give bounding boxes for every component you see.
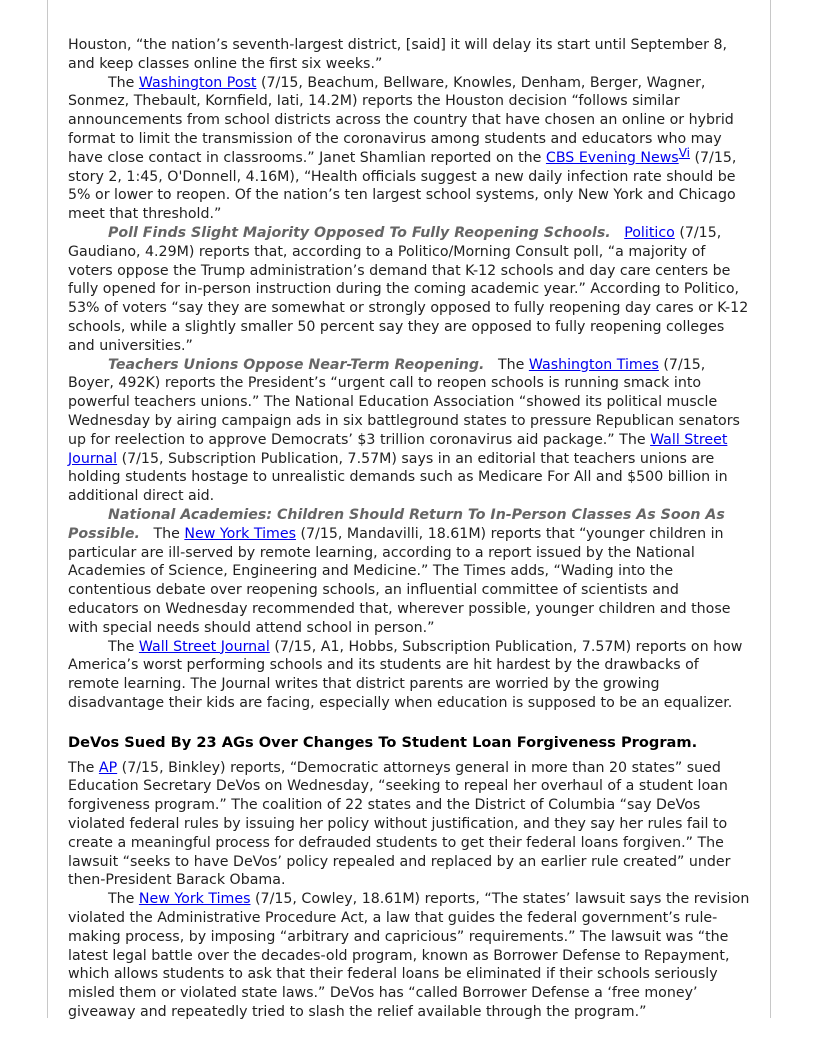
video-link-icon[interactable]: Vi [678, 145, 690, 160]
subheading-national-academies: National Academies: Children Should Return To In-Person Classes As Soon As Possible. [68, 506, 725, 542]
politico-link[interactable]: Politico [624, 224, 675, 241]
cbs-evening-news-link[interactable]: CBS Evening News [545, 149, 679, 166]
document-body [68, 36, 750, 1022]
paragraph-politico-poll: Poll Finds Slight Majority Opposed To Fully Reopening Schools. Politico (7/15, Gaudiano, 4.29M) reports that, according to a Politico/Morning Consult poll, “a majority of voters oppose the Trump administration’s demand that K-12 schools and day care centers be fully opened for in-person instruction during the coming academic year.” According to Politico, 53% of voters “say they are somewhat or strongly opposed to fully reopening day cares or K-12 schools, while a slightly smaller 50 percent say they are opposed to fully reopening colleges and universities.” [68, 224, 749, 354]
ap-link[interactable]: AP [98, 759, 118, 776]
paragraph-national-academies: National Academies: Children Should Return To In-Person Classes As Soon As Possible. The New York Times (7/15, Mandavilli, 18.61M) reports that “younger children in particular are ill-served by remote learning, according to a report issued by the National Academies of Science, Engineering and Medicine.” The Times adds, “Wading into the contentious debate over reopening schools, an influential committee of scientists and educators on Wednesday recommended that, wherever possible, younger children and those with special needs should attend school in person.” [68, 506, 731, 636]
section-heading-devos-sued: DeVos Sued By 23 AGs Over Changes To Student Loan Forgiveness Program. [68, 733, 698, 751]
new-york-times-link[interactable]: New York Times [138, 891, 251, 908]
subheading-teachers-unions: Teachers Unions Oppose Near-Term Reopening. [108, 356, 485, 373]
paragraph-ap-devos: The AP (7/15, Binkley) reports, “Democratic attorneys general in more than 20 states” sued Education Secretary DeVos on Wednesday, “seeking to repeal her overhaul of a student loan forgiveness program.” The coalition of 22 states and the District of Columbia “say DeVos violated federal rules by issuing her policy without justification, and they say her rules fail to create a meaningful process for defrauded students to get their federal loans forgiven.” The lawsuit “seeks to have DeVos’ policy repealed and replaced by an earlier rule created” under then-President Barack Obama. [68, 759, 731, 889]
washington-times-link[interactable]: Washington Times [528, 356, 659, 373]
new-york-times-link[interactable]: New York Times [184, 525, 296, 542]
paragraph-teachers-unions: Teachers Unions Oppose Near-Term Reopening. The Washington Times (7/15, Boyer, 492K) reports the President’s “urgent call to reopen schools is running smack into powerful teachers unions.” The National Education Association “showed its political muscle Wednesday by airing campaign ads in six battleground states to pressure Republican senators up for reelection to approve Democrats’ $3 trillion coronavirus aid package.” The Wall Street Journal (7/15, Subscription Publication, 7.57M) says in an editorial that teachers unions are holding students hostage to unrealistic demands such as Medicare For All and $500 billion in additional direct aid. [68, 356, 740, 505]
paragraph-houston: Houston, “the nation’s seventh-largest district, [said] it will delay its start until September 8, and keep classes online the first six weeks.” [68, 37, 727, 72]
paragraph-nyt-devos: The New York Times (7/15, Cowley, 18.61M) reports, “The states’ lawsuit says the revision violated the Administrative Procedure Act, a law that guides the federal government’s rule-making process, by imposing “arbitrary and capricious” requirements.” The lawsuit was “the latest legal battle over the decades-old program, known as Borrower Defense to Repayment, which allows students to ask that their federal loans be eliminated if their schools seriously misled them or violated state laws.” DeVos has “called Borrower Defense a ‘free money’ giveaway and repeatedly tried to slash the relief available through the program.” [68, 891, 750, 1021]
wall-street-journal-link[interactable]: Wall Street Journal [68, 431, 728, 467]
subheading-poll: Poll Finds Slight Majority Opposed To Fully Reopening Schools. [108, 224, 611, 241]
washington-post-link[interactable]: Washington Post [138, 74, 257, 91]
wall-street-journal-link[interactable]: Wall Street Journal [138, 638, 270, 655]
paragraph-wsj-remote-learning: The Wall Street Journal (7/15, A1, Hobbs, Subscription Publication, 7.57M) reports on how America’s worst performing schools and its students are hit hardest by the drawbacks of remote learning. The Journal writes that district parents are worried by the growing disadvantage their kids are facing, especially when education is supposed to be an equalizer. [68, 638, 743, 711]
paragraph-washington-post: The Washington Post (7/15, Beachum, Bellware, Knowles, Denham, Berger, Wagner, Sonmez, Thebault, Kornfield, Iati, 14.2M) reports the Houston decision “follows similar announcements from school districts across the country that have chosen an online or hybrid format to limit the transmission of the coronavirus among students and educators who may have close contact in classrooms.” Janet Shamlian reported on the CBS Evening News$^{Vi}$ (7/15, story 2, 1:45, O'Donnell, 4.16M), “Health officials suggest a new daily infection rate should be 5% or lower to reopen. Of the nation’s ten largest school systems, only New York and Chicago meet that threshold.” [68, 74, 737, 223]
